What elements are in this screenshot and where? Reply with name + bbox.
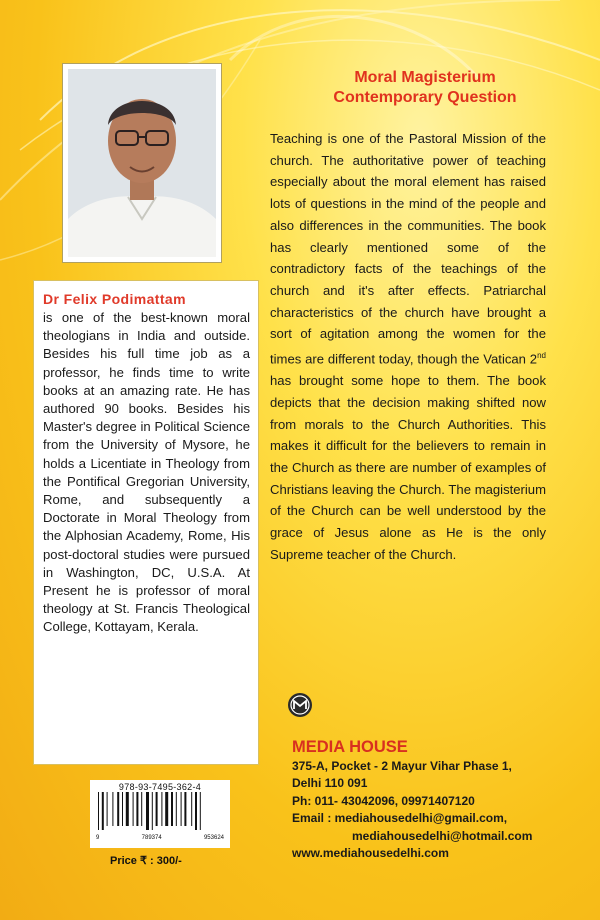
barcode-bar	[122, 792, 123, 826]
book-title-line1: Moral Magisterium	[354, 69, 496, 86]
barcode-bar	[126, 792, 129, 826]
barcode-bar	[181, 792, 182, 826]
book-synopsis	[270, 128, 546, 565]
barcode-bar	[195, 792, 197, 830]
publisher-details	[292, 758, 532, 862]
barcode-bar	[171, 792, 173, 826]
barcode-bar	[200, 792, 201, 830]
isbn-number: 978-93-7495-362-4	[118, 782, 202, 792]
publisher-phone: Ph: 011- 43042096, 09971407120	[292, 793, 475, 808]
author-name: Dr Felix Podimattam	[43, 291, 186, 307]
publisher-email1: Email : mediahousedelhi@gmail.com,	[292, 811, 508, 826]
isbn-barcode	[90, 780, 230, 848]
barcode-bar	[146, 792, 149, 830]
author-bio-panel	[33, 280, 259, 765]
media-house-logo-icon	[287, 692, 313, 718]
barcode-bar	[98, 792, 99, 830]
author-portrait-icon	[68, 69, 216, 257]
book-title-line2: Contemporary Question	[333, 89, 517, 106]
price-label: Price ₹ : 300/-	[110, 855, 182, 867]
author-bio: is one of the best-known moral theologians in India and outside. Besides his full time job as a professor, he finds time to write books at an amazing rate. He has authored 90 books. Besides his Master's degree in Political Science from the University of Mysore, he holds a Licentiate in Theology from the Pontifical Gregorian University, Rome, and subsequently a Doctorate in Moral Theology from the Alphosian Academy, Rome, His post-doctoral studies were pursued in Washington, DC, U.S.A. At Present he is professor of moral theology at St. Francis Theological College, Kottayam, Kerala.	[43, 310, 250, 635]
barcode-bar	[176, 792, 177, 826]
barcode-bar	[136, 792, 138, 826]
synopsis-part1: Teaching is one of the Pastoral Mission of the church. The authoritative power of teaching especially about the moral element has raised lots of questions in the mind of the people and also differences in the communities. The book has clearly mentioned some of the contradictory facts of the teachings of the church and it's after effects. Patriarchal characteristics of the church have brought a sort of agitation among the women for the times are different today, though the Vatican 2	[270, 131, 546, 367]
publisher-address2: Delhi 110 091	[292, 776, 368, 791]
publisher-name: MEDIA HOUSE	[292, 738, 408, 756]
barcode-bar	[117, 792, 119, 826]
barcode-digits-left: 789374	[141, 835, 162, 841]
publisher-email2: mediahousedelhi@hotmail.com	[352, 828, 533, 843]
synopsis-part2: has brought some hope to them. The book depicts that the decision making shifted now from morals to the Church Authorities. This makes it difficult for the believers to remain in the Church as there are number of examples of Christians leaving the Church. The magisterium of the Church can be well understood by the grace of Jesus alone as He is the only Supreme teacher of the Church.	[270, 373, 546, 562]
barcode-bar	[152, 792, 153, 830]
barcode-bar	[184, 792, 186, 826]
barcode-bar	[161, 792, 162, 826]
barcode-digits-right: 953624	[203, 835, 224, 841]
barcode-bar	[156, 792, 158, 826]
barcode-bar	[107, 792, 108, 826]
barcode-bars-icon	[94, 792, 226, 830]
barcode-digit-lead: 9	[96, 835, 100, 841]
author-photo	[62, 63, 222, 263]
barcode-bar	[191, 792, 192, 826]
synopsis-superscript: nd	[537, 351, 546, 361]
barcode-bar	[133, 792, 134, 826]
publisher-address1: 375-A, Pocket - 2 Mayur Vihar Phase 1,	[292, 759, 512, 773]
barcode-bar	[112, 792, 113, 826]
publisher-website: www.mediahousedelhi.com	[292, 846, 449, 861]
book-title	[275, 68, 575, 108]
barcode-bar	[102, 792, 104, 830]
barcode-bar	[165, 792, 168, 826]
barcode-bar	[141, 792, 142, 826]
